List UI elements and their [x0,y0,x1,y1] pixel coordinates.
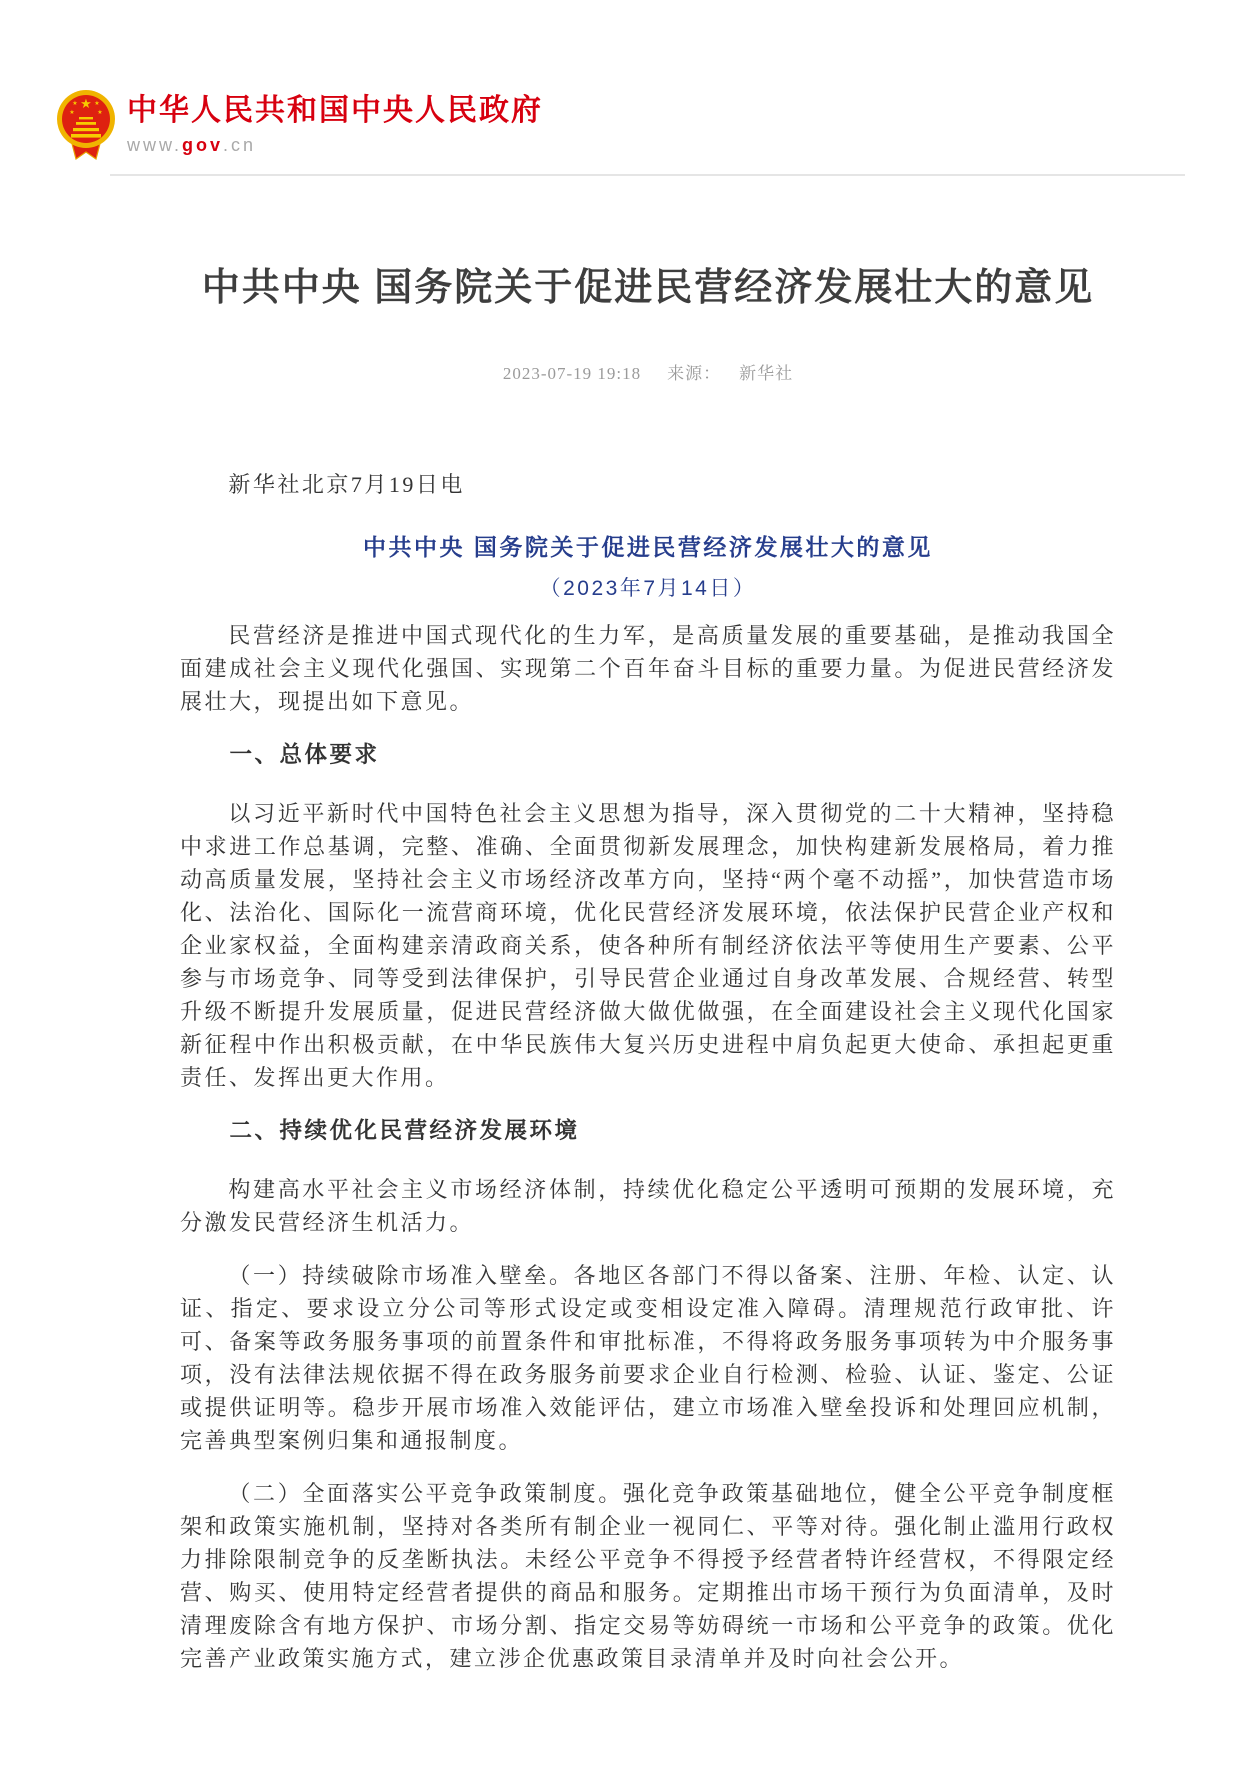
national-emblem-icon[interactable] [55,88,117,162]
article-meta [180,359,1116,384]
emblem-star-big: ★ [80,96,92,111]
publish-datetime: 2023-07-19 19:18 [502,364,642,383]
paragraph-dateline: 新华社北京7月19日电 [228,472,465,497]
url-cn: .cn [223,135,257,155]
paragraph-text: 民营经济是推进中国式现代化的生力军，是高质量发展的重要基础，是推动我国全面建成社会主义现代化强国、实现第二个百年奋斗目标的重要力量。为促进民营经济发展壮大，现提出如下意见。 [180,623,1116,714]
paragraph-section: 二、持续优化民营经济发展环境 [229,1118,580,1143]
paragraph-doc-title: 中共中央 国务院关于促进民营经济发展壮大的意见 [363,534,933,560]
emblem-star-small: ★ [69,110,75,116]
article-body [180,468,1116,1675]
brand-text [127,94,543,155]
bottom-whitespace [0,1675,1241,1771]
url-gov: gov [182,135,224,155]
site-url[interactable] [127,135,543,155]
page-title: 中共中央 国务院关于促进民营经济发展壮大的意见 [201,267,1095,309]
paragraph-section: 一、总体要求 [229,742,380,767]
emblem-star-small: ★ [94,101,100,107]
paragraph-text: （二）全面落实公平竞争政策制度。强化竞争政策基础地位，健全公平竞争制度框架和政策实施机制，坚持对各类所有制企业一视同仁、平等对待。强化制止滥用行政权力排除限制竞争的反垄断执法。未经公平竞争不得授予经营者特许经营权，不得限定经营、购买、使用特定经营者提供的商品和服务。定期推出市场干预行为负面清单，及时清理废除含有地方保护、市场分割、指定交易等妨碍统一市场和公平竞争的政策。优化完善产业政策实施方式，建立涉企优惠政策目录清单并及时向社会公开。 [180,1481,1116,1671]
article [180,262,1116,1675]
source-label: 来源： [667,364,722,383]
url-www: www. [127,135,183,155]
brand-row [55,88,1241,162]
paragraph-doc-date: （2023年7月14日） [539,577,757,600]
emblem-star-small: ★ [72,101,78,107]
site-name[interactable]: 中华人民共和国中央人民政府 [127,94,543,127]
emblem-star-small: ★ [97,110,103,116]
paragraph-text: （一）持续破除市场准入壁垒。各地区各部门不得以备案、注册、年检、认定、认证、指定、要求设立分公司等形式设定或变相设定准入障碍。清理规范行政审批、许可、备案等政务服务事项的前置条件和审批标准，不得将政务服务事项转为中介服务事项，没有法律法规依据不得在政务服务前要求企业自行检测、检验、认证、鉴定、公证或提供证明等。稳步开展市场准入效能评估，建立市场准入壁垒投诉和处理回应机制，完善典型案例归集和通报制度。 [180,1263,1116,1453]
paragraph-text: 以习近平新时代中国特色社会主义思想为指导，深入贯彻党的二十大精神，坚持稳中求进工作总基调，完整、准确、全面贯彻新发展理念，加快构建新发展格局，着力推动高质量发展，坚持社会主义市场经济改革方向，坚持“两个毫不动摇”，加快营造市场化、法治化、国际化一流营商环境，优化民营经济发展环境，依法保护民营企业产权和企业家权益，全面构建亲清政商关系，使各种所有制经济依法平等使用生产要素、公平参与市场竞争、同等受到法律保护，引导民营企业通过自身改革发展、合规经营、转型升级不断提升发展质量，促进民营经济做大做优做强，在全面建设社会主义现代化国家新征程中作出积极贡献，在中华民族伟大复兴历史进程中肩负起更大使命、承担起更重责任、发挥出更大作用。 [180,801,1116,1090]
header-divider [110,174,1185,176]
site-header [0,0,1241,176]
paragraph-text: 构建高水平社会主义市场经济体制，持续优化稳定公平透明可预期的发展环境，充分激发民营经济生机活力。 [180,1177,1116,1235]
source-name[interactable]: 新华社 [739,364,794,383]
